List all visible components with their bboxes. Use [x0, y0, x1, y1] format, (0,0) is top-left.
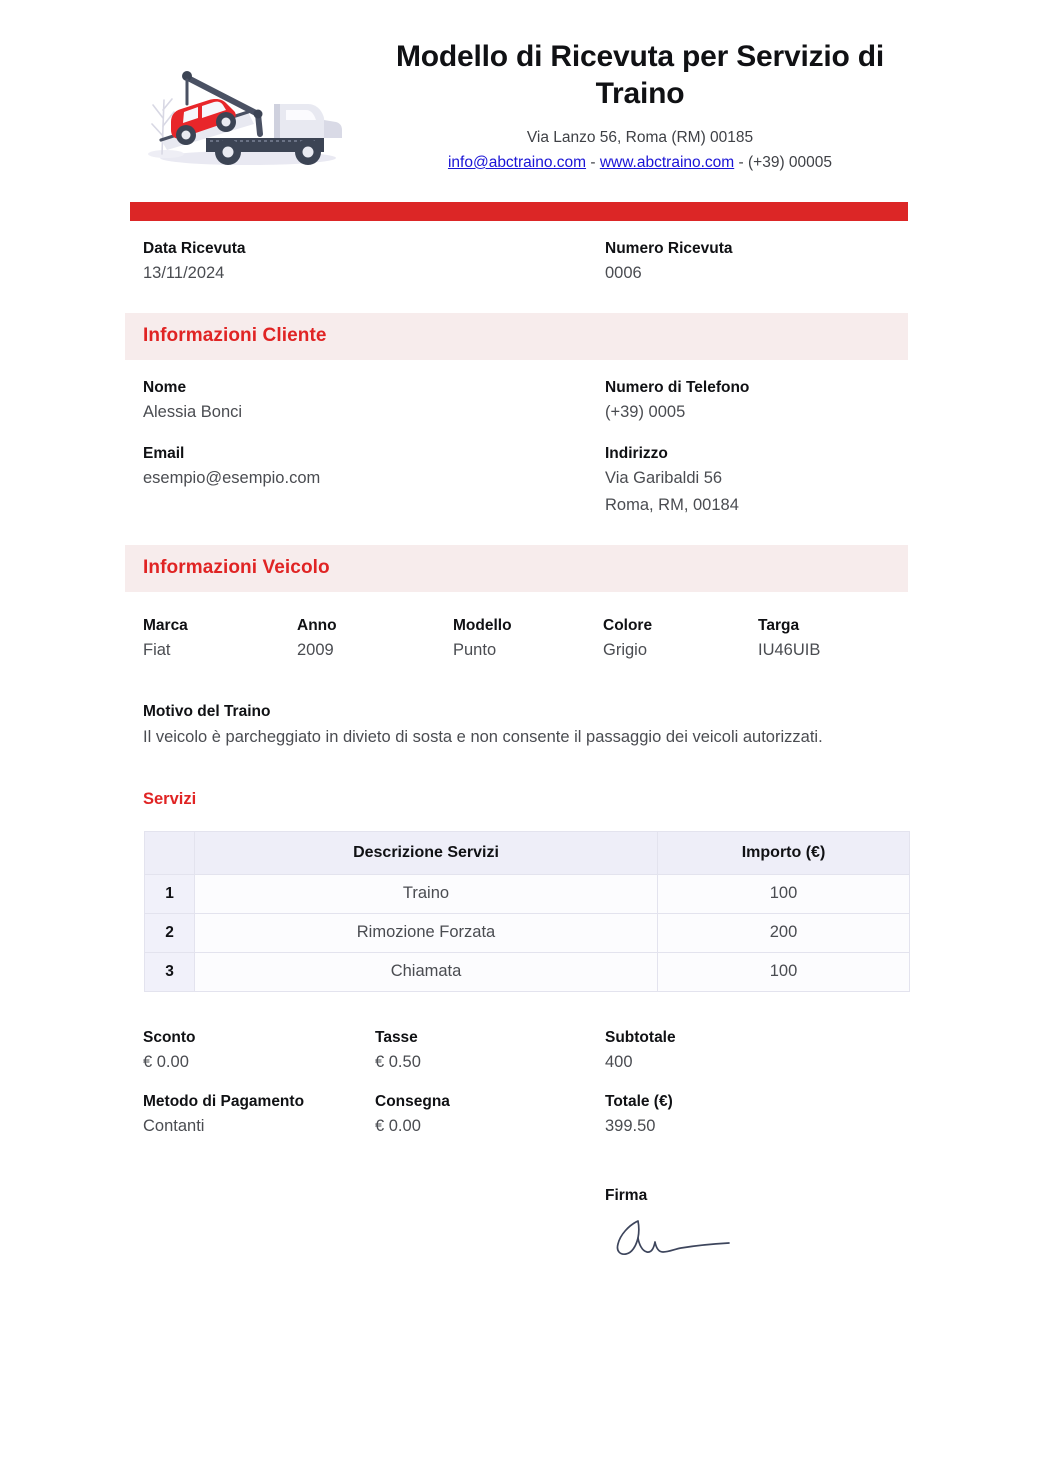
- customer-email-field: [143, 442, 605, 519]
- vehicle-value-modello: Punto: [453, 640, 497, 659]
- customer-address-line-2: Roma, RM, 00184: [605, 495, 739, 514]
- customer-phone-label: Numero di Telefono: [605, 378, 750, 396]
- company-logo: [136, 34, 372, 174]
- vehicle-value-targa: IU46UIB: [758, 640, 821, 659]
- service-description-3: Chiamata: [195, 952, 658, 991]
- payment-method-label: Metodo di Pagamento: [143, 1092, 305, 1110]
- company-contact-line: [372, 151, 908, 175]
- customer-email-label: Email: [143, 444, 185, 462]
- service-index-2: 2: [145, 913, 195, 952]
- delivery-value: € 0.00: [375, 1116, 421, 1135]
- vehicle-info-grid: [143, 614, 908, 664]
- receipt-number-value: 0006: [605, 264, 642, 283]
- total-label: Totale (€): [605, 1092, 673, 1110]
- total-field: [605, 1090, 865, 1140]
- page-title: Modello di Ricevuta per Servizio di Traino: [395, 40, 885, 111]
- tow-reason-label: Motivo del Traino: [143, 702, 271, 720]
- customer-email-value: esempio@esempio.com: [143, 469, 321, 488]
- table-row: [145, 913, 910, 952]
- total-value: 399.50: [605, 1116, 656, 1135]
- customer-name-value: Alessia Bonci: [143, 403, 243, 422]
- vehicle-field-modello: [453, 614, 603, 664]
- service-index-3: 3: [145, 952, 195, 991]
- header-text-block: [372, 34, 908, 175]
- services-col-amount: Importo (€): [658, 831, 910, 874]
- section-header-vehicle: [125, 545, 908, 592]
- customer-row-1: [143, 376, 908, 426]
- vehicle-label-modello: Modello: [453, 616, 512, 634]
- services-table: [144, 831, 910, 992]
- website-link[interactable]: www.abctraino.com: [599, 153, 735, 171]
- service-description-1: Traino: [195, 874, 658, 913]
- service-amount-3: 100: [658, 952, 910, 991]
- receipt-meta-row: [143, 237, 908, 287]
- handwritten-signature-icon: [607, 1213, 747, 1265]
- vehicle-field-anno: [297, 614, 453, 664]
- receipt-date-field: [143, 237, 605, 287]
- receipt-date-label: Data Ricevuta: [143, 240, 246, 257]
- customer-address-label: Indirizzo: [605, 444, 668, 462]
- vehicle-field-colore: [603, 614, 758, 664]
- contact-separator-1: -: [586, 153, 600, 171]
- payment-method-value: Contanti: [143, 1116, 205, 1135]
- taxes-label: Tasse: [375, 1028, 418, 1046]
- tow-reason-block: [143, 700, 908, 750]
- section-title-vehicle: Informazioni Veicolo: [143, 557, 330, 579]
- discount-field: [143, 1026, 375, 1076]
- accent-divider: [130, 202, 908, 221]
- subtotal-field: [605, 1026, 865, 1076]
- table-row: [145, 874, 910, 913]
- customer-phone-field: [605, 376, 1044, 426]
- signature-label: Firma: [605, 1186, 648, 1204]
- taxes-field: [375, 1026, 605, 1076]
- vehicle-value-marca: Fiat: [143, 640, 171, 659]
- tow-reason-text: Il veicolo è parcheggiato in divieto di sosta e non consente il passaggio dei veicoli autorizzati.: [143, 727, 823, 746]
- vehicle-label-colore: Colore: [603, 616, 653, 634]
- delivery-field: [375, 1090, 605, 1140]
- discount-label: Sconto: [143, 1028, 196, 1046]
- tow-truck-icon: [136, 42, 348, 174]
- company-address: Via Lanzo 56, Roma (RM) 00185: [526, 129, 754, 147]
- customer-phone-value: (+39) 0005: [605, 403, 686, 422]
- contact-separator-2: -: [734, 153, 748, 171]
- totals-block: [143, 1026, 908, 1140]
- table-row: [145, 952, 910, 991]
- receipt-date-value: 13/11/2024: [143, 264, 225, 283]
- vehicle-field-marca: [143, 614, 297, 664]
- services-table-wrapper: [144, 831, 908, 992]
- phone-number: (+39) 00005: [748, 153, 833, 171]
- services-table-header-row: [145, 831, 910, 874]
- services-col-index: [145, 831, 195, 874]
- vehicle-label-anno: Anno: [297, 616, 337, 634]
- document-header: [0, 0, 1044, 175]
- delivery-label: Consegna: [375, 1092, 450, 1110]
- vehicle-field-targa: [758, 614, 908, 664]
- discount-value: € 0.00: [143, 1052, 189, 1071]
- service-index-1: 1: [145, 874, 195, 913]
- section-header-customer: [125, 313, 908, 360]
- customer-address-field: [605, 442, 1044, 519]
- service-amount-2: 200: [658, 913, 910, 952]
- signature-block: [605, 1184, 908, 1265]
- vehicle-label-marca: Marca: [143, 616, 188, 634]
- service-amount-1: 100: [658, 874, 910, 913]
- services-heading: Servizi: [143, 789, 197, 808]
- services-col-description: Descrizione Servizi: [195, 831, 658, 874]
- vehicle-label-targa: Targa: [758, 616, 800, 634]
- totals-row-1: [143, 1026, 908, 1076]
- section-title-customer: Informazioni Cliente: [143, 325, 327, 347]
- service-description-2: Rimozione Forzata: [195, 913, 658, 952]
- customer-row-2: [143, 442, 908, 519]
- vehicle-value-anno: 2009: [297, 640, 334, 659]
- subtotal-value: 400: [605, 1052, 633, 1071]
- email-link[interactable]: info@abctraino.com: [447, 153, 587, 171]
- document-body: [0, 221, 1044, 1265]
- taxes-value: € 0.50: [375, 1052, 421, 1071]
- customer-name-field: [143, 376, 605, 426]
- subtotal-label: Subtotale: [605, 1028, 676, 1046]
- totals-row-2: [143, 1090, 908, 1140]
- customer-name-label: Nome: [143, 378, 187, 396]
- vehicle-value-colore: Grigio: [603, 640, 648, 659]
- receipt-number-field: [605, 237, 1044, 287]
- payment-method-field: [143, 1090, 375, 1140]
- customer-address-line-1: Via Garibaldi 56: [605, 469, 723, 488]
- receipt-number-label: Numero Ricevuta: [605, 240, 733, 257]
